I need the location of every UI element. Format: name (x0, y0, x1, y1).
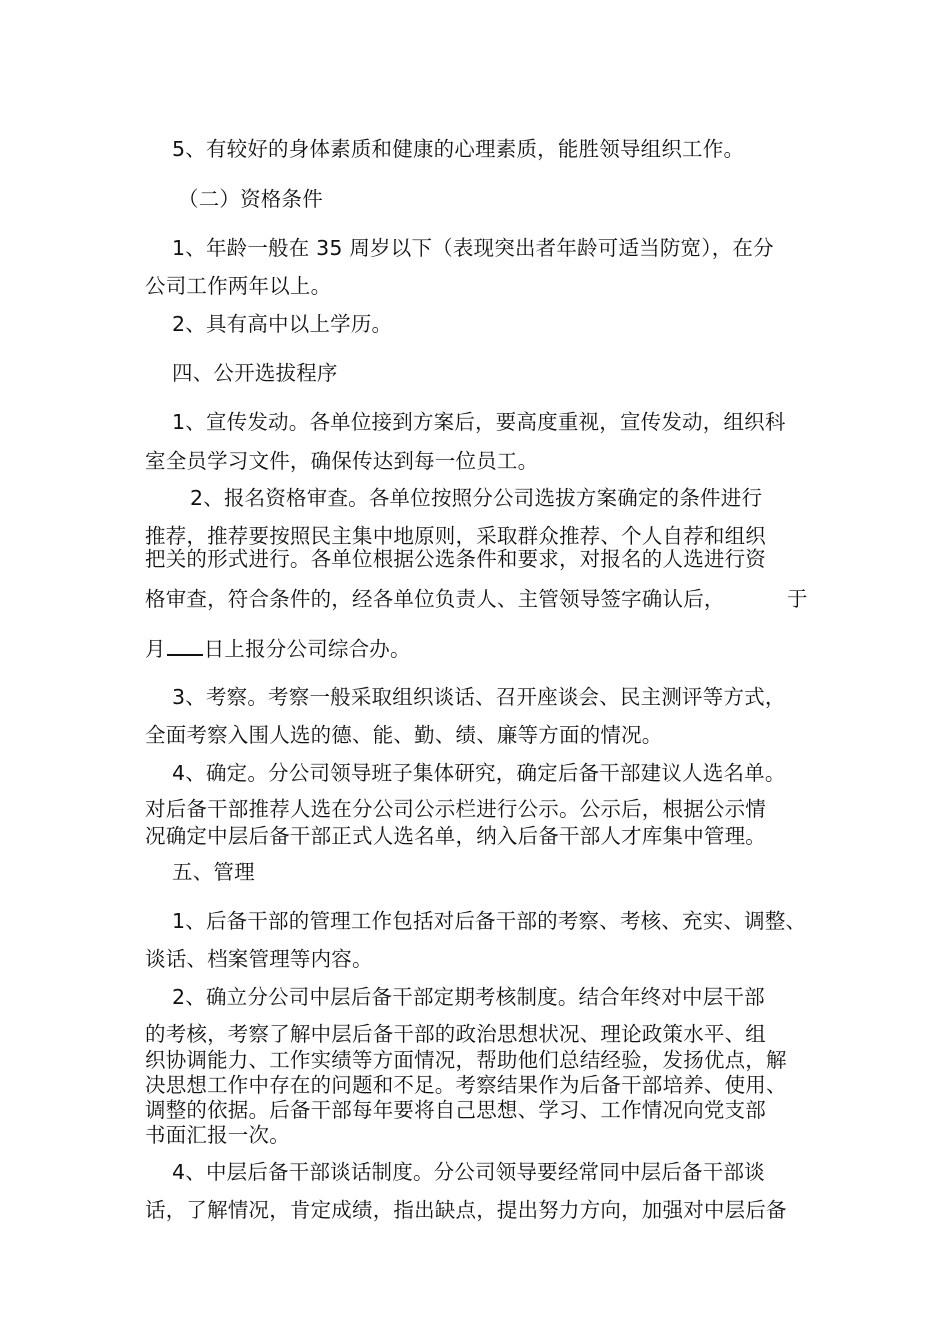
paragraph-line: 书面汇报一次。 (145, 1123, 290, 1147)
paragraph-line: 2、确立分公司中层后备干部定期考核制度。结合年终对中层干部 (172, 985, 765, 1009)
section-heading: 四、公开选拔程序 (172, 361, 338, 385)
paragraph-line: 调整的依据。后备干部每年要将自己思想、学习、工作情况向党支部 (145, 1098, 766, 1122)
paragraph-line: 谈话、档案管理等内容。 (145, 947, 373, 971)
paragraph-line: 公司工作两年以上。 (145, 274, 332, 298)
section-heading: 五、管理 (172, 860, 255, 884)
paragraph-line: 把关的形式进行。各单位根据公选条件和要求，对报名的人选进行资 (145, 547, 766, 571)
paragraph-line: 3、考察。考察一般采取组织谈话、召开座谈会、民主测评等方式， (172, 685, 786, 709)
paragraph-line: 2、报名资格审查。各单位按照分公司选拔方案确定的条件进行 (190, 486, 763, 510)
paragraph-line: 于 (787, 587, 808, 611)
paragraph-line: 1、年龄一般在 35 周岁以下（表现突出者年龄可适当防宽），在分 (172, 236, 774, 260)
section-heading: （二）资格条件 (178, 187, 323, 211)
paragraph-line: 织协调能力、工作实绩等方面情况，帮助他们总结经验，发扬优点，解 (145, 1048, 787, 1072)
paragraph-line: 全面考察入围人选的德、能、勤、绩、廉等方面的情况。 (145, 723, 663, 747)
paragraph-line: 2、具有高中以上学历。 (172, 312, 393, 336)
month-label: 月 (145, 637, 166, 661)
paragraph-line: 室全员学习文件，确保传达到每一位员工。 (145, 449, 539, 473)
paragraph-line: 况确定中层后备干部正式人选名单，纳入后备干部人才库集中管理。 (145, 824, 766, 848)
date-suffix: 日上报分公司综合办。 (203, 637, 411, 661)
paragraph-line: 1、后备干部的管理工作包括对后备干部的考察、考核、充实、调整、 (172, 909, 807, 933)
paragraph-line: 4、中层后备干部谈话制度。分公司领导要经常同中层后备干部谈 (172, 1160, 765, 1184)
paragraph-line: 的考核，考察了解中层后备干部的政治思想状况、理论政策水平、组 (145, 1022, 766, 1046)
date-blank (167, 636, 203, 656)
paragraph-line: 5、有较好的身体素质和健康的心理素质，能胜领导组织工作。 (172, 137, 745, 161)
paragraph-line: 推荐，推荐要按照民主集中地原则，采取群众推荐、个人自荐和组织 (145, 524, 766, 548)
paragraph-line-with-blank (145, 636, 411, 661)
paragraph-line: 格审查，符合条件的，经各单位负责人、主管领导签字确认后， (145, 587, 725, 611)
paragraph-line: 决思想工作中存在的问题和不足。考察结果作为后备干部培养、使用、 (145, 1073, 787, 1097)
paragraph-line: 4、确定。分公司领导班子集体研究，确定后备干部建议人选名单。 (172, 761, 786, 785)
paragraph-line: 1、宣传发动。各单位接到方案后，要高度重视，宣传发动，组织科 (172, 410, 786, 434)
paragraph-line: 对后备干部推荐人选在分公司公示栏进行公示。公示后，根据公示情 (145, 797, 766, 821)
paragraph-line: 话，了解情况，肯定成绩，指出缺点，提出努力方向，加强对中层后备 (145, 1198, 787, 1222)
